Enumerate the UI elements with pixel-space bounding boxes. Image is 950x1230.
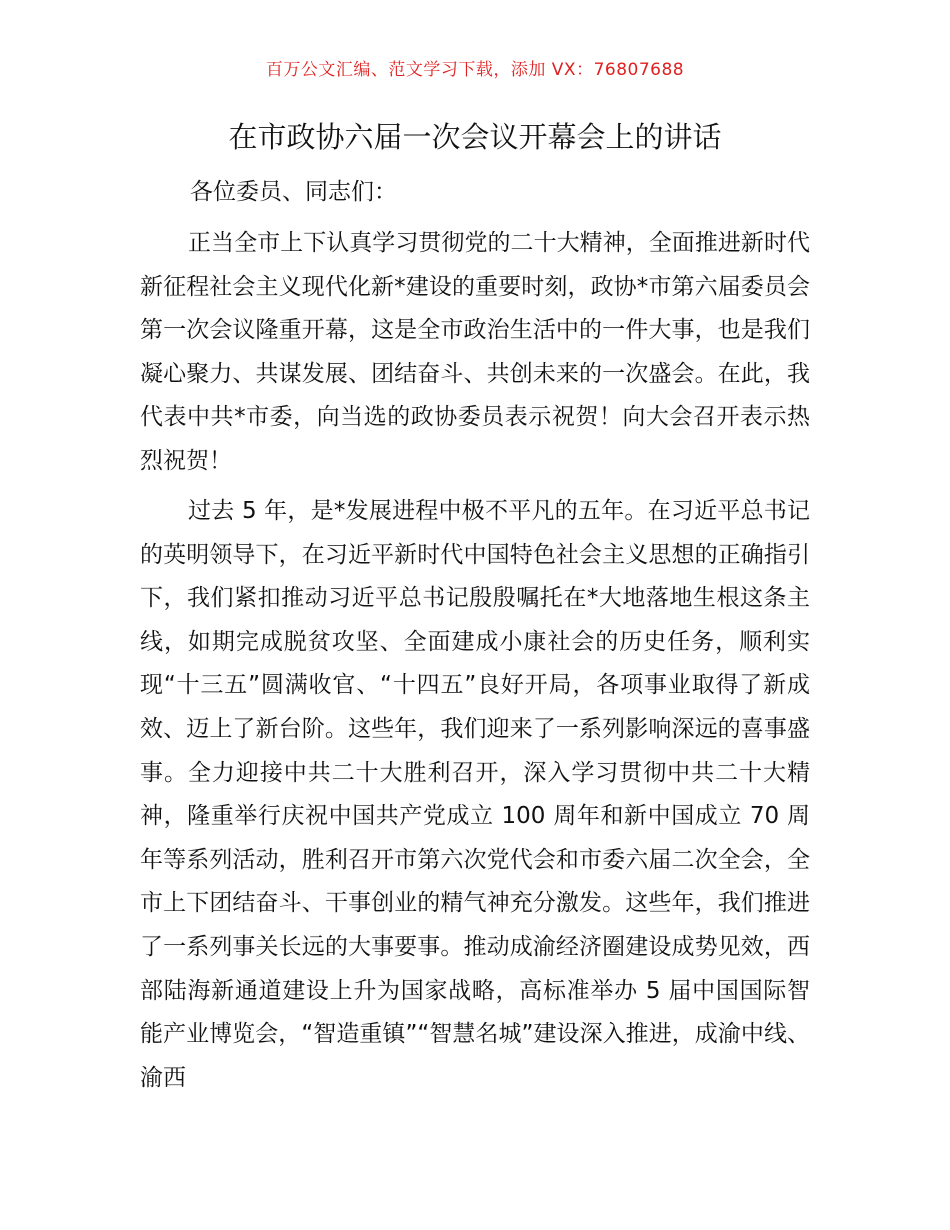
body-paragraph: 过去 5 年，是*发展进程中极不平凡的五年。在习近平总书记的英明领导下，在习近平新时代中国特色社会主义思想的正确指引下，我们紧扣推动习近平总书记殷殷嘱托在*大地落地生根这条主线，如期完成脱贫攻坚、全面建成小康社会的历史任务，顺利实现“十三五”圆满收官、“十四五”良好开局，各项事业取得了新成效、迈上了新台阶。这些年，我们迎来了一系列影响深远的喜事盛事。全力迎接中共二十大胜利召开，深入学习贯彻中共二十大精神，隆重举行庆祝中国共产党成立 100 周年和新中国成立 70 周年等系列活动，胜利召开市第六次党代会和市委六届二次全会，全市上下团结奋斗、干事创业的精气神充分激发。这些年，我们推进了一系列事关长远的大事要事。推动成渝经济圈建设成势见效，西部陆海新通道建设上升为国家战略，高标准举办 5 届中国国际智能产业博览会，“智造重镇”“智慧名城”建设深入推进，成渝中线、渝西	[140, 498, 810, 1091]
header-banner: 百万公文汇编、范文学习下载，添加 VX：76807688	[265, 60, 685, 80]
body-paragraph: 正当全市上下认真学习贯彻党的二十大精神，全面推进新时代新征程社会主义现代化新*建设的重要时刻，政协*市第六届委员会第一次会议隆重开幕，这是全市政治生活中的一件大事，也是我们凝心聚力、共谋发展、团结奋斗、共创未来的一次盛会。在此，我代表中共*市委，向当选的政协委员表示祝贺！向大会召开表示热烈祝贺！	[140, 230, 810, 474]
page-title: 在市政协六届一次会议开幕会上的讲话	[228, 120, 722, 154]
salutation: 各位委员、同志们：	[190, 179, 397, 205]
